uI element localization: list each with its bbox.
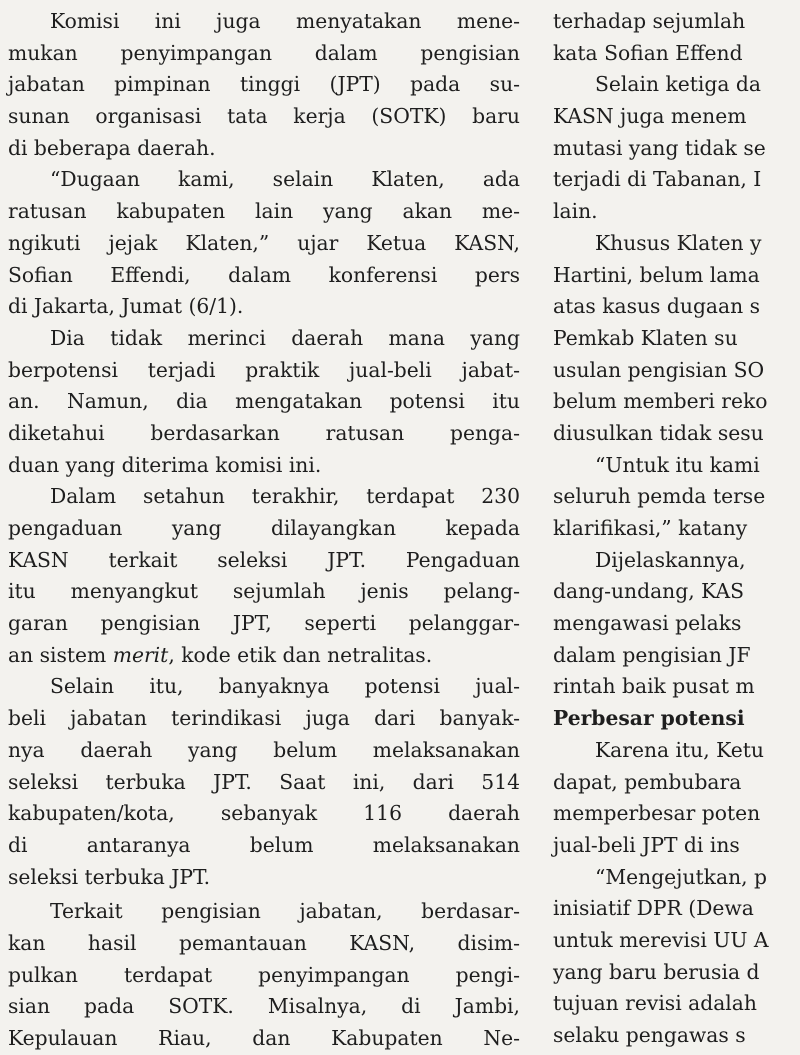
text-line: lain. [553,199,598,224]
text-line: KASN terkait seleksi JPT. Pengaduan [8,547,520,572]
text-line: Dalam setahun terakhir, terdapat 230 [50,484,520,509]
text-line: dang-undang, KAS [553,579,744,604]
text-line: “Mengejutkan, p [595,864,768,889]
text-line: atas kasus dugaan s [553,294,761,319]
text-line: Terkait pengisian jabatan, berdasar- [50,899,520,924]
text-line: kata Sofian Effend [553,40,743,65]
text-line: tujuan revisi adalah [553,991,757,1016]
article-left-column [8,6,520,1055]
text-line: Selain itu, banyaknya potensi jual- [50,674,520,699]
text-line: Selain ketiga da [595,72,761,97]
text-line: Dijelaskannya, [595,547,746,572]
text-line: usulan pengisian SO [553,357,765,382]
text-line: kabupaten/kota, sebanyak 116 daerah [8,801,520,826]
text-line: Khusus Klaten y [595,230,762,255]
text-line: an. Namun, dia mengatakan potensi itu [8,389,520,414]
text-line: nya daerah yang belum melaksanakan [8,737,520,762]
text-line: Hartini, belum lama [553,262,760,287]
text-line: terhadap sejumlah [553,9,746,33]
text-line: mengawasi pelaks [553,611,742,636]
text-line: pengaduan yang dilayangkan kepada [8,516,520,540]
text-line: garan pengisian JPT, seperti pelanggar- [8,611,520,636]
text-line: di beberapa daerah. [8,135,216,160]
text-line: sian pada SOTK. Misalnya, di Jambi, [8,994,520,1019]
text-line: dapat, pembubara [553,769,742,794]
text-line: terjadi di Tabanan, I [553,167,762,192]
text-line: KASN juga menem [553,104,747,129]
text-line: seleksi terbuka JPT. Saat ini, dari 514 [8,769,520,794]
text-line: belum memberi reko [553,389,768,414]
text-line: Sofian Effendi, dalam konferensi pers [8,262,520,287]
text-line: berpotensi terjadi praktik jual-beli jabat- [8,357,520,382]
italic-term: merit [112,642,169,667]
text-line: selaku pengawas s [553,1023,746,1047]
text-line: di antaranya belum melaksanakan [8,832,520,857]
text-line: duan yang diterima komisi ini. [8,452,322,477]
text-line [8,640,520,672]
text-line: jual-beli JPT di ins [553,832,740,857]
text-line: dalam pengisian JF [553,642,751,667]
article-right-column [553,6,800,1052]
text-line: mutasi yang tidak se [553,135,766,160]
section-subheading: Perbesar potensi [553,706,745,731]
text-line: untuk merevisi UU A [553,927,769,952]
text-line: rintah baik pusat m [553,674,755,699]
text-line: ratusan kabupaten lain yang akan me- [8,199,520,224]
text-line: Komisi ini juga menyatakan mene- [50,9,520,33]
text-line: “Dugaan kami, selain Klaten, ada [50,167,520,192]
text-fragment: an sistem [8,642,113,667]
text-line: memperbesar poten [553,801,761,826]
text-fragment: , kode etik dan netralitas. [168,642,433,667]
text-line: mukan penyimpangan dalam pengisian [8,40,520,65]
text-line: Kepulauan Riau, dan Kabupaten Ne- [8,1026,520,1050]
text-line: inisiatif DPR (Dewa [553,896,754,921]
text-line: diusulkan tidak sesu [553,420,764,445]
text-line: kan hasil pemantauan KASN, disim- [8,930,520,955]
text-line: ngikuti jejak Klaten,” ujar Ketua KASN, [8,230,520,255]
text-line: Dia tidak merinci daerah mana yang [50,325,520,350]
text-line: beli jabatan terindikasi juga dari banyak- [8,706,520,731]
text-line: klarifikasi,” katany [553,516,748,540]
text-line: pulkan terdapat penyimpangan pengi- [8,962,520,987]
text-line: Pemkab Klaten su [553,325,738,350]
text-line: jabatan pimpinan tinggi (JPT) pada su- [8,72,520,97]
text-line: di Jakarta, Jumat (6/1). [8,294,244,319]
text-line: yang baru berusia d [553,959,760,984]
text-line: itu menyangkut sejumlah jenis pelang- [8,579,520,604]
text-line: seluruh pemda terse [553,484,766,509]
text-line: sunan organisasi tata kerja (SOTK) baru [8,104,520,129]
text-line: seleksi terbuka JPT. [8,864,211,889]
text-line: diketahui berdasarkan ratusan penga- [8,420,520,445]
text-line: “Untuk itu kami [595,452,760,477]
text-line: Karena itu, Ketu [595,737,764,762]
